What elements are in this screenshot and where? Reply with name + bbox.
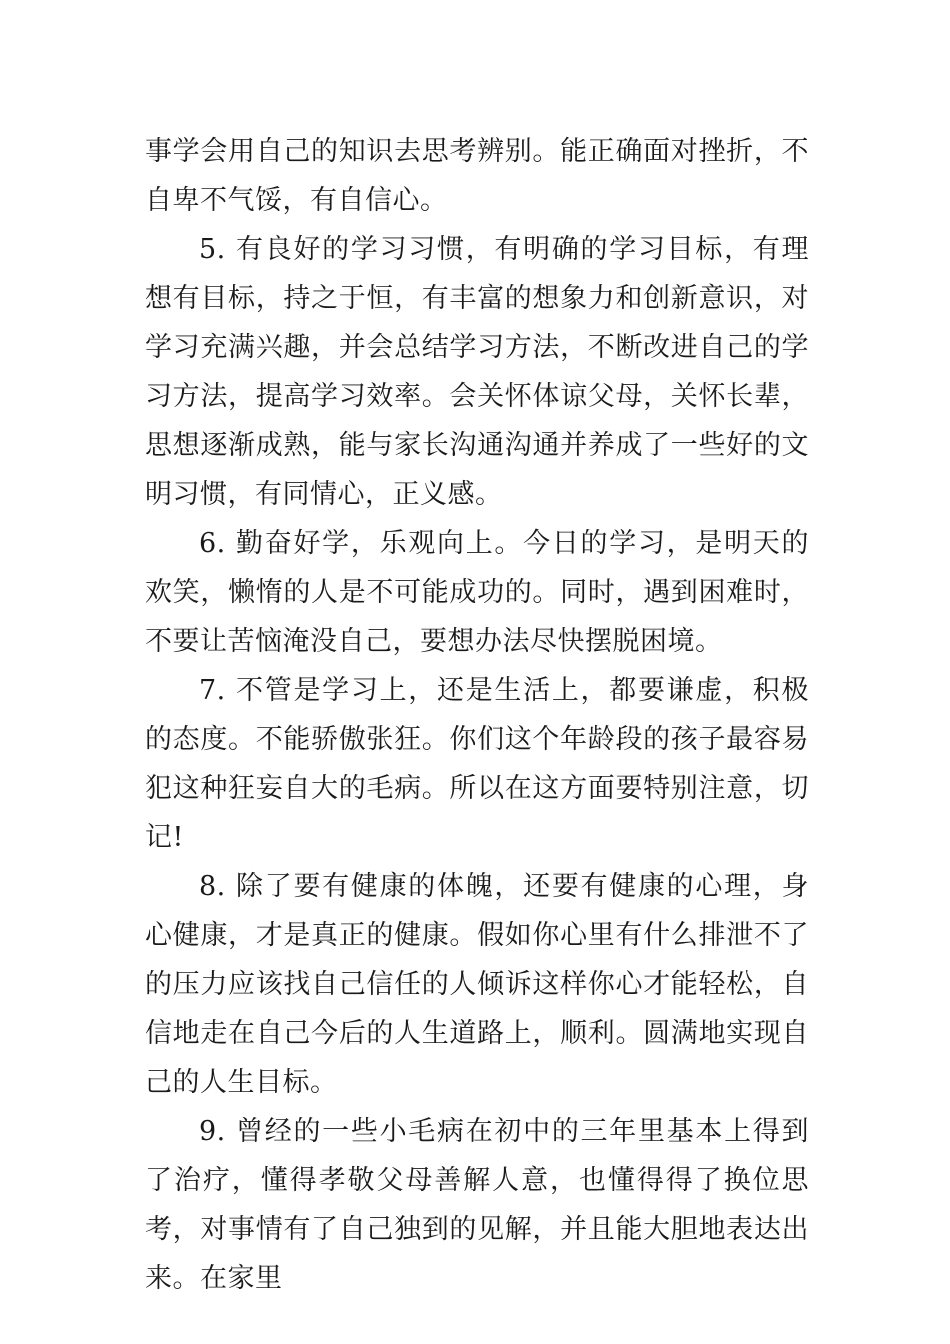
paragraph-item-5: 5. 有良好的学习习惯，有明确的学习目标，有理想有目标，持之于恒，有丰富的想象力和创新意识，对学习充满兴趣，并会总结学习方法，不断改进自己的学习方法，提高学习效率。会关怀体谅父母，关怀长辈，思想逐渐成熟，能与家长沟通沟通并养成了一些好的文明习惯，有同情心，正义感。 — [145, 234, 809, 510]
paragraph-item-7: 7. 不管是学习上，还是生活上，都要谦虚，积极的态度。不能骄傲张狂。你们这个年龄段的孩子最容易犯这种狂妄自大的毛病。所以在这方面要特别注意，切记! — [145, 675, 809, 853]
paragraph-continuation: 事学会用自己的知识去思考辨别。能正确面对挫折，不自卑不气馁，有自信心。 — [145, 136, 809, 216]
document-body — [145, 127, 809, 1303]
paragraph-item-8: 8. 除了要有健康的体魄，还要有健康的心理，身心健康，才是真正的健康。假如你心里有什么排泄不了的压力应该找自己信任的人倾诉这样你心才能轻松，自信地走在自己今后的人生道路上，顺利。圆满地实现自己的人生目标。 — [145, 871, 809, 1098]
paragraph-item-9: 9. 曾经的一些小毛病在初中的三年里基本上得到了治疗，懂得孝敬父母善解人意，也懂得得了换位思考，对事情有了自己独到的见解，并且能大胆地表达出来。在家里 — [145, 1116, 809, 1294]
paragraph-item-6: 6. 勤奋好学，乐观向上。今日的学习，是明天的欢笑，懒惰的人是不可能成功的。同时，遇到困难时，不要让苦恼淹没自己，要想办法尽快摆脱困境。 — [145, 528, 809, 657]
